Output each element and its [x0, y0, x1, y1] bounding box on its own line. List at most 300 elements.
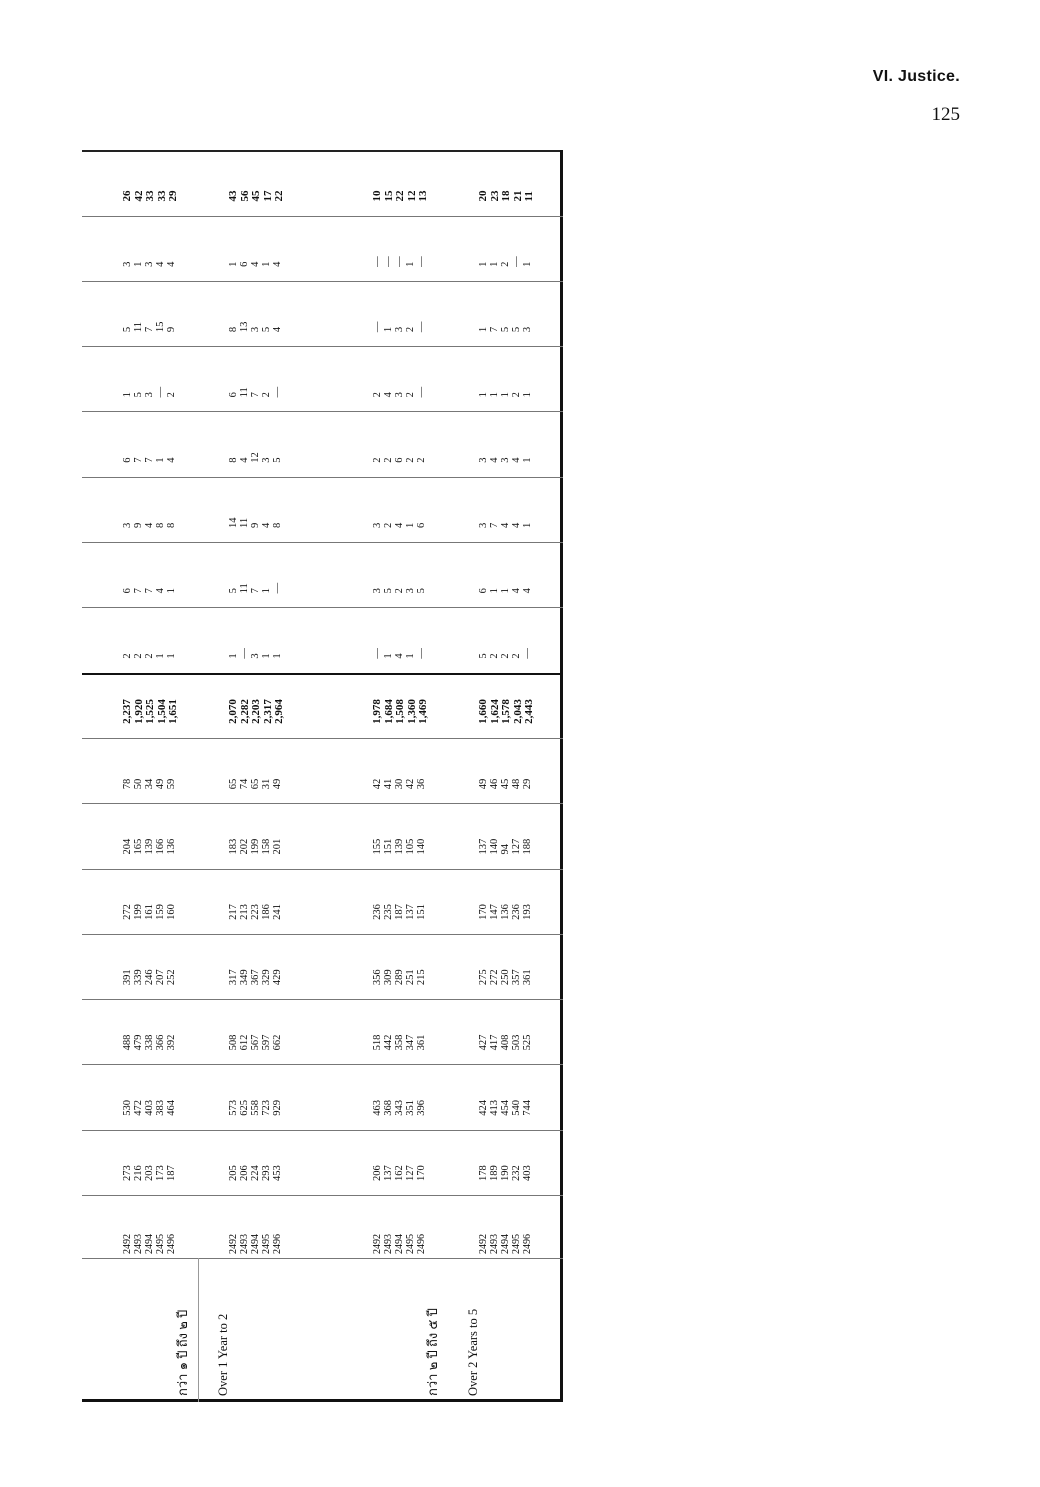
table-cell: 160: [166, 904, 177, 920]
data-column: [82, 738, 560, 803]
table-cell: 215: [416, 969, 427, 986]
table-cell: 3: [122, 522, 133, 528]
table-cell: 1,504: [155, 699, 168, 724]
table-cell: 33: [155, 190, 168, 202]
table-rule: [82, 1195, 563, 1196]
table-cell: 6: [416, 522, 427, 528]
value-group: [228, 346, 283, 411]
table-rule: [82, 216, 563, 217]
table-cell: 4: [155, 588, 166, 594]
table-cell: 41: [383, 778, 394, 790]
table-cell: 357: [511, 969, 522, 986]
table-cell: 7: [144, 457, 155, 463]
table-cell: 8: [228, 457, 239, 463]
table-cell: 503: [511, 1034, 522, 1051]
table-cell: 1: [522, 522, 533, 528]
page-header: [0, 0, 1040, 140]
table-cell: 1: [489, 588, 500, 594]
value-group: [228, 738, 283, 803]
table-cell: 1: [166, 653, 177, 659]
table-cell: 178: [478, 1165, 489, 1181]
table-cell: 2: [166, 392, 177, 398]
table-cell: 42: [372, 778, 383, 790]
table-cell: 206: [372, 1165, 383, 1181]
table-cell: 1: [261, 653, 272, 659]
year-cell: 2492: [478, 1234, 489, 1254]
table-cell: 2: [511, 392, 522, 398]
table-cell: 26: [121, 190, 133, 202]
value-group: [122, 216, 177, 281]
table-cell: 479: [133, 1034, 144, 1051]
table-rule-thick: [82, 673, 563, 675]
table-cell: 202: [239, 838, 250, 855]
value-group: [122, 607, 177, 672]
table-cell: 2: [405, 392, 416, 398]
table-cell: 1,360: [405, 699, 418, 724]
table-cell: 136: [500, 904, 511, 920]
table-rule: [82, 1258, 563, 1259]
table-cell: 2,964: [273, 699, 285, 724]
row-group-label: Over 1 Year to 2: [216, 1313, 230, 1396]
row-group-label: Over 2 Years to 5: [466, 1308, 480, 1396]
table-cell: 5: [416, 588, 427, 594]
year-cell: 2494: [500, 1234, 511, 1254]
table-cell: 9: [250, 522, 261, 528]
table-cell: 1: [272, 653, 283, 659]
table-cell: 3: [478, 457, 489, 463]
year-group: [228, 1196, 283, 1258]
table-cell: 293: [261, 1165, 272, 1181]
table-cell: 2: [383, 522, 394, 528]
table-cell: 4: [394, 522, 405, 528]
year-cell: 2493: [133, 1234, 144, 1254]
table-cell: 2: [416, 457, 427, 463]
table-cell: 7: [133, 588, 144, 594]
table-cell: 22: [394, 190, 406, 202]
value-group: [122, 477, 177, 542]
table-cell: 9: [166, 326, 177, 333]
value-group: [372, 281, 427, 346]
value-group: [372, 869, 427, 934]
table-right-rule: [560, 150, 563, 1402]
table-cell: 4: [250, 261, 261, 267]
table-cell: 3: [478, 522, 489, 528]
value-group: [228, 999, 283, 1064]
table-rule: [82, 411, 563, 412]
table-cell: 5: [228, 588, 239, 594]
value-group: [372, 542, 427, 607]
table-cell: 199: [133, 904, 144, 920]
year-cell: 2495: [511, 1234, 522, 1254]
table-cell: 1: [478, 261, 489, 267]
value-group: [228, 477, 283, 542]
data-column: [82, 803, 560, 868]
page-number: 125: [931, 104, 960, 125]
table-cell: 464: [166, 1099, 177, 1116]
table-cell: 2: [511, 653, 522, 659]
year-cell: 2494: [250, 1234, 261, 1254]
table-cell: 29: [522, 778, 533, 790]
table-cell: 187: [166, 1165, 177, 1181]
table-cell: 251: [405, 969, 416, 986]
data-column: [82, 1130, 560, 1195]
value-group: [372, 411, 427, 476]
value-group: [122, 803, 177, 868]
data-column: [82, 869, 560, 934]
table-cell: 31: [261, 778, 272, 790]
year-cell: 2493: [239, 1234, 250, 1254]
data-column: [82, 934, 560, 999]
table-cell: 1: [383, 326, 394, 333]
table-cell: 17: [261, 190, 274, 202]
data-column: [82, 150, 560, 215]
table-cell: 94: [500, 844, 511, 855]
value-group: [228, 281, 283, 346]
table-cell: 50: [133, 778, 144, 790]
table-cell: 3: [394, 326, 405, 333]
table-cell: 3: [522, 326, 533, 333]
table-cell: 5: [122, 326, 133, 333]
data-column: [82, 281, 560, 346]
table-cell: 11: [523, 191, 535, 202]
table-cell: 127: [511, 838, 522, 855]
table-cell: 1,978: [371, 699, 383, 724]
value-group: [478, 281, 533, 346]
table-cell: 205: [228, 1165, 239, 1181]
table-cell: 540: [511, 1099, 522, 1116]
table-cell: 391: [122, 969, 133, 986]
table-cell: 7: [489, 326, 500, 333]
table-cell: 127: [405, 1165, 416, 1181]
table-cell: 170: [478, 904, 489, 920]
table-cell: 4: [166, 457, 177, 463]
table-cell: 1: [122, 392, 133, 398]
table-cell: 929: [272, 1099, 283, 1116]
table-cell: 427: [478, 1034, 489, 1051]
table-cell: 4: [394, 653, 405, 659]
table-cell: 1: [166, 588, 177, 594]
table-cell: 424: [478, 1099, 489, 1116]
table-cell: 408: [500, 1034, 511, 1051]
value-group: [372, 150, 430, 215]
table-cell: 173: [155, 1165, 166, 1181]
table-cell: 13: [239, 321, 250, 333]
table-cell: 7: [489, 522, 500, 528]
table-cell: 4: [144, 522, 155, 528]
table-cell: 417: [489, 1034, 500, 1051]
table-cell: 1: [228, 653, 239, 659]
table-cell: 2: [144, 653, 155, 659]
table-cell: 567: [250, 1034, 261, 1051]
table-cell: 317: [228, 969, 239, 986]
table-cell: 3: [250, 326, 261, 333]
table-cell: 1,651: [167, 699, 179, 724]
table-cell: 1: [489, 261, 500, 267]
table-cell: 2: [489, 653, 500, 659]
table-cell: 74: [239, 778, 250, 790]
table-cell: 18: [500, 190, 512, 202]
year-cell: 2495: [405, 1234, 416, 1254]
table-cell: 339: [133, 969, 144, 986]
value-group: [122, 999, 177, 1064]
table-cell: —: [416, 386, 427, 398]
table-cell: 1: [228, 261, 239, 267]
table-cell: 7: [144, 588, 155, 594]
value-group: [228, 1064, 283, 1129]
table-cell: 361: [416, 1034, 427, 1051]
value-group: [478, 803, 533, 868]
table-cell: 236: [511, 904, 522, 920]
table-cell: 289: [394, 969, 405, 986]
table-cell: 4: [272, 326, 283, 333]
table-cell: 6: [394, 457, 405, 463]
section-title: VI. Justice.: [872, 68, 960, 85]
table-cell: 187: [394, 904, 405, 920]
table-cell: —: [372, 321, 383, 333]
row-group-label: กว่า ๒ ปี ถึง ๕ ปี: [425, 1308, 440, 1396]
table-cell: 454: [500, 1099, 511, 1116]
table-cell: 250: [500, 969, 511, 986]
table-cell: 42: [132, 190, 145, 202]
table-cell: 140: [416, 838, 427, 855]
table-cell: 2,043: [511, 699, 524, 724]
table-cell: 9: [133, 522, 144, 528]
table-cell: 744: [522, 1099, 533, 1116]
table-cell: 56: [238, 190, 251, 202]
data-column: [82, 477, 560, 542]
table-cell: 1: [500, 588, 511, 594]
table-cell: 662: [272, 1034, 283, 1051]
table-cell: —: [272, 582, 283, 594]
table-cell: 65: [250, 778, 261, 790]
table-cell: 161: [144, 904, 155, 920]
value-group: [478, 934, 533, 999]
table-cell: 4: [261, 522, 272, 528]
table-cell: 347: [405, 1034, 416, 1051]
year-cell: 2495: [155, 1234, 166, 1254]
table-cell: 392: [166, 1034, 177, 1051]
table-cell: 2: [500, 653, 511, 659]
table-cell: 165: [133, 838, 144, 855]
table-cell: 612: [239, 1034, 250, 1051]
table-cell: 2: [383, 457, 394, 463]
table-cell: 2,203: [250, 699, 262, 724]
table-cell: 170: [416, 1165, 427, 1181]
table-cell: 189: [489, 1165, 500, 1181]
table-cell: 3: [405, 588, 416, 594]
value-group: [372, 477, 427, 542]
table-cell: 1: [261, 261, 272, 267]
value-group: [478, 216, 533, 281]
table-cell: 723: [261, 1099, 272, 1116]
year-group: [478, 1196, 533, 1258]
table-cell: 11: [133, 321, 144, 333]
table-cell: —: [416, 321, 427, 333]
table-cell: 188: [522, 838, 533, 855]
table-rule: [82, 803, 563, 804]
data-column: [82, 673, 560, 738]
table-cell: 4: [166, 261, 177, 267]
table-cell: 6: [122, 457, 133, 463]
table-cell: 2: [405, 326, 416, 333]
table-cell: 49: [272, 778, 283, 790]
table-rule: [82, 542, 563, 543]
table-rule: [82, 1130, 563, 1131]
value-group: [228, 934, 283, 999]
table-cell: 42: [405, 778, 416, 790]
table-cell: 1: [478, 392, 489, 398]
table-cell: 403: [144, 1099, 155, 1116]
table-cell: 12: [250, 452, 261, 463]
table-cell: 429: [272, 969, 283, 986]
table-cell: 4: [239, 457, 250, 463]
value-group: [478, 477, 533, 542]
value-group: [372, 1130, 427, 1195]
table-cell: 8: [272, 522, 283, 528]
value-group: [478, 150, 536, 215]
table-cell: 1: [500, 392, 511, 398]
value-group: [122, 869, 177, 934]
table-cell: 361: [522, 969, 533, 986]
table-cell: 45: [250, 190, 262, 202]
table-cell: 463: [372, 1099, 383, 1116]
table-cell: 1: [405, 522, 416, 528]
table-cell: 155: [372, 838, 383, 855]
table-cell: 3: [500, 457, 511, 463]
table-cell: 368: [383, 1099, 394, 1116]
value-group: [122, 934, 177, 999]
data-column: [82, 542, 560, 607]
table-cell: 34: [144, 778, 155, 790]
table-cell: 413: [489, 1099, 500, 1116]
value-group: [122, 1064, 177, 1129]
table-cell: 36: [416, 778, 427, 790]
value-group: [478, 542, 533, 607]
table-cell: 1: [133, 261, 144, 267]
table-cell: 472: [133, 1099, 144, 1116]
table-cell: 4: [383, 392, 394, 398]
value-group: [228, 150, 286, 215]
table-cell: 5: [478, 653, 489, 659]
table-cell: 6: [228, 392, 239, 398]
table-cell: 2,070: [227, 699, 239, 724]
table-cell: 1: [489, 392, 500, 398]
data-column: [82, 607, 560, 672]
table-cell: 1: [383, 653, 394, 659]
data-column: [82, 216, 560, 281]
table-cell: 13: [417, 190, 429, 202]
table-cell: 2: [261, 392, 272, 398]
table-cell: 140: [489, 838, 500, 855]
table-cell: 235: [383, 904, 394, 920]
value-group: [372, 607, 427, 672]
table-rule: [82, 607, 563, 608]
table-cell: 3: [394, 392, 405, 398]
table-cell: —: [155, 386, 166, 398]
table-cell: 525: [522, 1034, 533, 1051]
table-cell: 59: [166, 778, 177, 790]
table-cell: 207: [155, 969, 166, 986]
value-group: [478, 999, 533, 1064]
table-cell: 329: [261, 969, 272, 986]
table-cell: 1: [478, 326, 489, 333]
label-divider: [198, 1258, 199, 1402]
year-cell: 2495: [261, 1234, 272, 1254]
table-cell: 625: [239, 1099, 250, 1116]
year-cell: 2493: [489, 1234, 500, 1254]
table-cell: 488: [122, 1034, 133, 1051]
table-cell: —: [522, 648, 533, 659]
value-group: [478, 411, 533, 476]
table-cell: 30: [394, 778, 405, 790]
year-cell: 2494: [144, 1234, 155, 1254]
table-cell: 213: [239, 904, 250, 920]
table-cell: 204: [122, 838, 133, 855]
table-cell: 366: [155, 1034, 166, 1051]
table-cell: —: [239, 648, 250, 659]
table-cell: 3: [122, 261, 133, 267]
table-cell: 137: [478, 838, 489, 855]
table-cell: 367: [250, 969, 261, 986]
table-cell: 2: [394, 588, 405, 594]
table-cell: —: [372, 256, 383, 267]
table-cell: 5: [383, 588, 394, 594]
table-cell: 232: [511, 1165, 522, 1181]
value-group: [122, 150, 180, 215]
value-group: [122, 346, 177, 411]
table-rule: [82, 281, 563, 282]
table-cell: 573: [228, 1099, 239, 1116]
table-cell: 1: [522, 457, 533, 463]
table-rule: [82, 1064, 563, 1065]
table-cell: 206: [239, 1165, 250, 1181]
value-group: [478, 673, 536, 738]
value-group: [478, 738, 533, 803]
value-group: [122, 281, 177, 346]
table-cell: 6: [239, 261, 250, 267]
table-cell: 508: [228, 1034, 239, 1051]
table-cell: 2,443: [523, 699, 535, 724]
year-cell: 2494: [394, 1234, 405, 1254]
table-cell: —: [272, 386, 283, 398]
table-cell: 7: [133, 457, 144, 463]
table-cell: 3: [372, 588, 383, 594]
table-cell: 5: [261, 326, 272, 333]
table-cell: 349: [239, 969, 250, 986]
year-group: [372, 1196, 427, 1258]
value-group: [372, 1064, 427, 1129]
table-cell: 166: [155, 838, 166, 855]
table-cell: 15: [382, 190, 395, 202]
table-cell: 1: [261, 588, 272, 594]
table-cell: 105: [405, 838, 416, 855]
table-cell: 1,684: [382, 699, 395, 724]
table-rule: [82, 738, 563, 739]
table-cell: 246: [144, 969, 155, 986]
table-cell: 2: [372, 392, 383, 398]
table-cell: 5: [500, 326, 511, 333]
table-cell: 14: [228, 517, 239, 528]
table-rule: [82, 346, 563, 347]
table-cell: 11: [239, 517, 250, 528]
table-cell: 10: [371, 190, 383, 202]
table-cell: 23: [488, 190, 501, 202]
value-group: [228, 542, 283, 607]
table-cell: 2: [500, 261, 511, 267]
table-cell: 4: [511, 588, 522, 594]
table-cell: 2: [372, 457, 383, 463]
table-cell: 201: [272, 838, 283, 855]
